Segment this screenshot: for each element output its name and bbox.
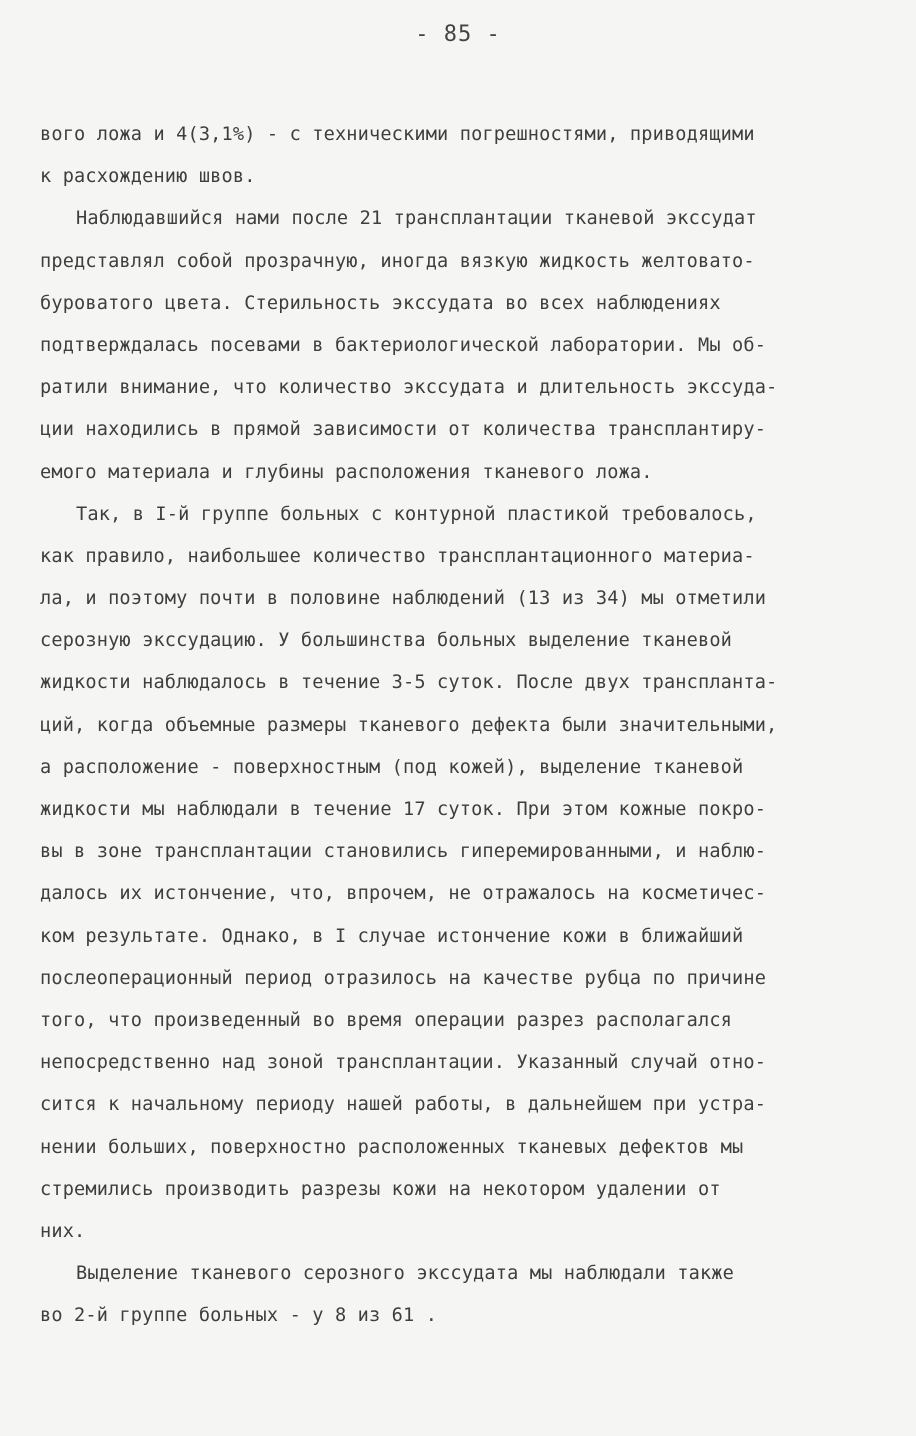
text-line: далось их истончение, что, впрочем, не отражалось на косметичес- (40, 883, 767, 905)
text-line: ратили внимание, что количество экссудата и длительность экссуда- (40, 377, 778, 399)
text-line: Выделение тканевого серозного экссудата мы наблюдали также (76, 1263, 734, 1285)
text-line: стремились производить разрезы кожи на некотором удалении от (40, 1178, 721, 1200)
text-line: них. (40, 1220, 86, 1242)
text-line: того, что произведенный во время операции разрез располагался (40, 1009, 733, 1031)
text-line: ций, когда объемные размеры тканевого дефекта были значительными, (40, 714, 778, 736)
text-line: представлял собой прозрачную, иногда вязкую жидкость желтовато- (40, 250, 755, 272)
text-line: ком результате. Однако, в I случае истончение кожи в ближайший (40, 925, 744, 947)
text-line: жидкости наблюдалось в течение 3-5 суток. После двух транспланта- (40, 672, 778, 694)
text-line: а расположение - поверхностным (под кожей), выделение тканевой (40, 756, 744, 778)
text-line: Так, в I-й группе больных с контурной пластикой требовалось, (76, 503, 757, 525)
text-line: как правило, наибольшее количество трансплантационного материа- (40, 545, 755, 567)
text-line: послеоперационный период отразилось на качестве рубца по причине (40, 967, 767, 989)
text-line: подтверждалась посевами в бактериологической лаборатории. Мы об- (40, 334, 767, 356)
text-line: во 2-й группе больных - у 8 из 61 . (40, 1305, 438, 1327)
text-line: жидкости мы наблюдали в течение 17 суток. При этом кожные покро- (40, 799, 767, 820)
text-line: емого материала и глубины расположения тканевого ложа. (40, 461, 653, 483)
body-text (40, 114, 886, 1337)
text-line: сится к начальному периоду нашей работы, в дальнейшем при устра- (40, 1094, 767, 1116)
text-line: вого ложа и 4(3,1%) - с техническими погрешностями, приводящими (40, 124, 755, 145)
text-line: ла, и поэтому почти в половине наблюдений (13 из 34) мы отметили (40, 588, 767, 610)
text-line: ции находились в прямой зависимости от количества трансплантиру- (40, 419, 767, 441)
text-line: вы в зоне трансплантации становились гиперемированными, и наблю- (40, 841, 767, 863)
paragraph (40, 494, 886, 1253)
text-line: нении больших, поверхностно расположенных тканевых дефектов мы (40, 1136, 744, 1158)
page-number: - 85 - (415, 22, 501, 47)
text-line: буроватого цвета. Стерильность экссудата во всех наблюдениях (40, 292, 721, 314)
paragraph (40, 1253, 886, 1337)
text-line: непосредственно над зоной трансплантации. Указанный случай отно- (40, 1052, 767, 1074)
text-line: к расхождению швов. (40, 166, 256, 188)
paragraph (40, 198, 886, 493)
text-line: Наблюдавшийся нами после 21 трансплантации тканевой экссудат (76, 208, 757, 230)
text-line: серозную экссудацию. У большинства больных выделение тканевой (40, 630, 733, 652)
paragraph (40, 114, 886, 198)
